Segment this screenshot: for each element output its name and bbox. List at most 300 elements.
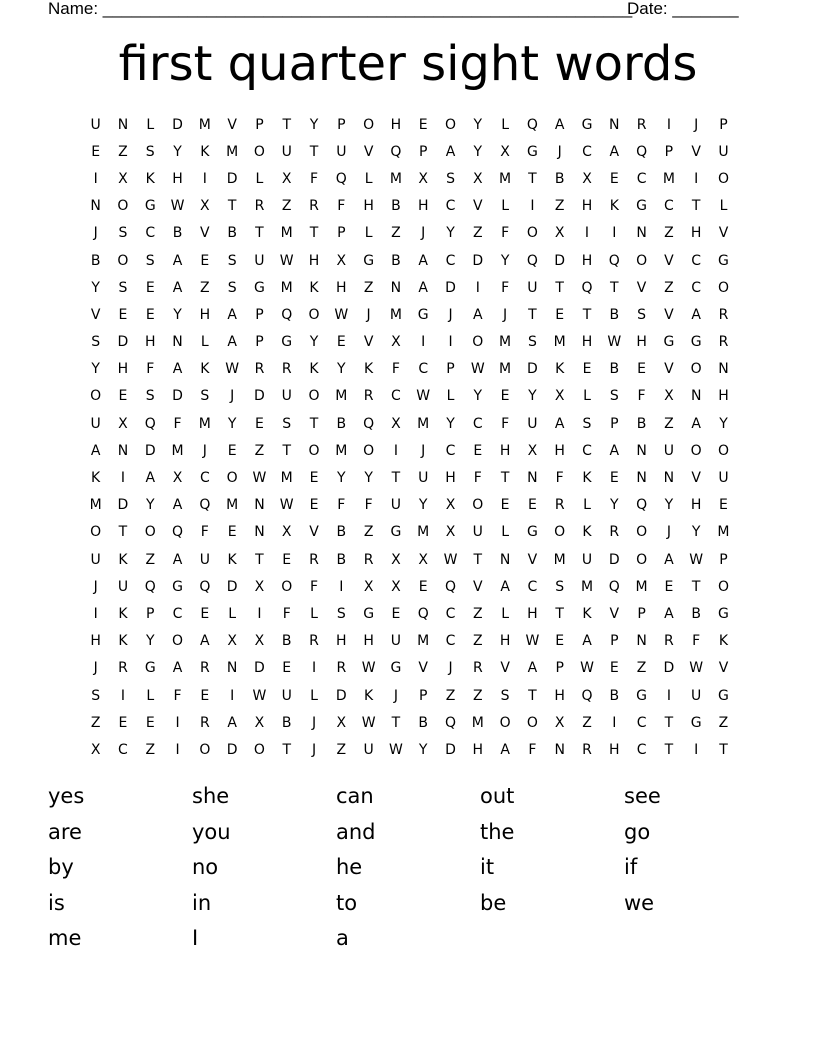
grid-letter: X: [418, 551, 428, 568]
grid-letter: A: [90, 442, 101, 459]
grid-letter: X: [254, 714, 265, 731]
grid-letter: R: [718, 306, 729, 323]
grid-letter: P: [255, 334, 264, 351]
grid-letter: V: [500, 660, 510, 677]
grid-letter: U: [90, 551, 101, 568]
grid-letter: G: [526, 143, 538, 160]
grid-letter: U: [390, 633, 402, 650]
grid-letter: H: [144, 334, 156, 351]
grid-letter: V: [363, 334, 374, 351]
grid-letter: J: [93, 225, 98, 242]
grid-letter: A: [664, 605, 674, 622]
grid-letter: B: [336, 551, 347, 568]
grid-letter: P: [418, 143, 428, 160]
grid-letter: X: [363, 578, 374, 595]
grid-letter: M: [417, 415, 430, 432]
grid-letter: Y: [500, 252, 510, 269]
grid-letter: P: [610, 633, 619, 650]
grid-letter: R: [609, 524, 620, 541]
grid-letter: Q: [390, 143, 402, 160]
grid-letter: M: [389, 170, 402, 187]
grid-letter: M: [226, 143, 239, 160]
grid-letter: E: [282, 660, 292, 677]
grid-letter: M: [280, 470, 293, 487]
grid-letter: E: [227, 442, 237, 459]
grid-letter: V: [527, 551, 538, 568]
grid-letter: M: [198, 116, 211, 133]
grid-letter: J: [393, 687, 398, 704]
grid-letter: S: [145, 388, 155, 405]
grid-letter: Y: [145, 497, 155, 514]
grid-letter: Q: [199, 497, 211, 514]
grid-letter: E: [145, 306, 155, 323]
grid-letter: V: [636, 279, 647, 296]
grid-letter: P: [418, 687, 428, 704]
grid-letter: C: [145, 225, 156, 242]
grid-letter: H: [609, 741, 620, 758]
grid-letter: O: [717, 170, 729, 187]
grid-letter: C: [445, 198, 456, 215]
grid-letter: Q: [363, 415, 375, 432]
grid-letter: V: [664, 361, 674, 378]
grid-letter: J: [366, 306, 371, 323]
grid-letter: C: [636, 714, 647, 731]
grid-letter: H: [363, 633, 374, 650]
grid-letter: R: [309, 551, 319, 568]
grid-letter: E: [336, 334, 346, 351]
grid-letter: I: [475, 279, 480, 296]
grid-letter: K: [227, 551, 237, 568]
word-list-item: can: [336, 784, 374, 808]
grid-letter: E: [200, 605, 210, 622]
grid-letter: G: [718, 252, 729, 269]
grid-letter: M: [389, 306, 402, 323]
grid-letter: F: [309, 578, 319, 595]
grid-letter: J: [311, 741, 317, 758]
grid-letter: B: [336, 524, 347, 541]
grid-letter: D: [226, 578, 238, 595]
grid-letter: H: [308, 252, 320, 269]
grid-letter: Q: [335, 170, 347, 187]
grid-letter: C: [582, 143, 592, 160]
grid-letter: N: [499, 551, 511, 568]
grid-letter: G: [254, 279, 265, 296]
grid-letter: Y: [691, 524, 701, 541]
grid-letter: I: [120, 470, 126, 487]
grid-letter: G: [144, 660, 156, 677]
grid-letter: N: [636, 470, 647, 487]
grid-letter: E: [255, 415, 264, 432]
grid-letter: N: [172, 334, 183, 351]
grid-letter: G: [718, 605, 729, 622]
grid-letter: E: [637, 361, 647, 378]
grid-letter: R: [472, 660, 483, 677]
grid-letter: C: [445, 252, 456, 269]
grid-letter: K: [718, 633, 729, 650]
grid-letter: R: [363, 551, 374, 568]
grid-letter: T: [719, 741, 728, 758]
grid-letter: M: [417, 524, 430, 541]
grid-letter: Y: [528, 388, 537, 405]
grid-letter: L: [501, 524, 509, 541]
grid-letter: N: [636, 633, 647, 650]
grid-letter: A: [527, 660, 538, 677]
grid-letter: U: [718, 143, 729, 160]
grid-letter: A: [691, 415, 701, 432]
grid-letter: Y: [309, 334, 319, 351]
grid-letter: O: [717, 279, 729, 296]
grid-letter: H: [417, 198, 429, 215]
grid-letter: B: [609, 687, 620, 704]
grid-letter: I: [93, 605, 98, 622]
grid-letter: K: [118, 551, 128, 568]
grid-letter: A: [227, 306, 237, 323]
grid-letter: N: [90, 198, 101, 215]
grid-letter: T: [473, 551, 483, 568]
grid-letter: I: [666, 687, 671, 704]
grid-letter: A: [554, 415, 565, 432]
grid-letter: N: [663, 470, 675, 487]
grid-letter: Q: [144, 415, 156, 432]
grid-letter: Q: [526, 252, 538, 269]
grid-letter: P: [555, 660, 564, 677]
grid-letter: Z: [363, 279, 374, 296]
grid-letter: X: [254, 633, 265, 650]
grid-letter: Q: [199, 578, 211, 595]
grid-letter: T: [255, 225, 264, 242]
grid-letter: B: [554, 170, 565, 187]
word-list-item: we: [624, 890, 655, 915]
grid-letter: L: [200, 334, 209, 351]
grid-letter: J: [421, 225, 426, 242]
grid-letter: X: [200, 198, 210, 215]
grid-letter: S: [227, 252, 237, 269]
grid-letter: S: [555, 578, 565, 595]
date-field-label: Date: _______: [627, 0, 739, 18]
grid-letter: X: [254, 578, 265, 595]
word-list-item: no: [192, 855, 219, 879]
grid-letter: Y: [418, 741, 428, 758]
grid-letter: D: [172, 116, 183, 133]
grid-letter: V: [227, 116, 237, 133]
grid-letter: F: [337, 497, 346, 514]
grid-letter: T: [391, 714, 401, 731]
word-list-item: in: [192, 890, 212, 915]
grid-letter: E: [500, 497, 510, 514]
grid-letter: I: [93, 170, 98, 187]
grid-letter: X: [473, 170, 483, 187]
grid-letter: Z: [473, 225, 483, 242]
grid-letter: J: [557, 143, 562, 160]
grid-letter: Z: [664, 415, 674, 432]
grid-letter: E: [719, 497, 728, 514]
grid-letter: Q: [581, 687, 593, 704]
grid-letter: H: [199, 306, 211, 323]
grid-letter: U: [281, 388, 292, 405]
grid-letter: O: [226, 470, 238, 487]
grid-letter: Y: [91, 361, 100, 378]
grid-letter: O: [636, 551, 648, 568]
grid-letter: A: [500, 578, 510, 595]
grid-letter: W: [225, 361, 240, 378]
grid-letter: S: [500, 687, 510, 704]
word-list-item: she: [192, 784, 230, 808]
grid-letter: T: [309, 415, 319, 432]
grid-letter: D: [472, 252, 484, 269]
grid-letter: E: [500, 388, 510, 405]
grid-letter: V: [200, 225, 210, 242]
grid-letter: K: [582, 470, 592, 487]
grid-letter: U: [418, 470, 429, 487]
grid-letter: I: [612, 225, 617, 242]
grid-letter: B: [227, 225, 237, 242]
grid-letter: L: [146, 116, 155, 133]
grid-letter: H: [581, 252, 593, 269]
grid-letter: Q: [608, 252, 620, 269]
grid-letter: M: [717, 524, 730, 541]
grid-letter: O: [90, 524, 102, 541]
grid-letter: T: [309, 143, 319, 160]
grid-letter: F: [692, 633, 701, 650]
grid-letter: Y: [418, 497, 428, 514]
grid-letter: Q: [636, 497, 648, 514]
word-list-item: and: [336, 819, 376, 844]
grid-letter: A: [554, 116, 565, 133]
grid-letter: I: [202, 170, 207, 187]
grid-letter: Y: [91, 279, 100, 296]
grid-letter: F: [282, 605, 291, 622]
grid-letter: G: [144, 198, 156, 215]
grid-letter: T: [528, 306, 537, 323]
grid-letter: H: [117, 361, 129, 378]
grid-letter: Q: [444, 578, 457, 595]
grid-letter: J: [666, 524, 671, 541]
word-list-item: I: [192, 926, 199, 950]
grid-letter: H: [390, 116, 402, 133]
grid-letter: M: [198, 415, 211, 432]
grid-letter: P: [337, 225, 346, 242]
word-list-item: it: [480, 855, 495, 879]
grid-letter: C: [636, 170, 647, 187]
grid-letter: E: [309, 497, 319, 514]
grid-letter: O: [253, 741, 265, 758]
grid-letter: I: [230, 687, 235, 704]
grid-letter: Y: [337, 470, 346, 487]
word-list-item: you: [192, 819, 231, 844]
grid-letter: E: [200, 687, 210, 704]
grid-letter: T: [500, 470, 510, 487]
grid-letter: F: [173, 687, 182, 704]
grid-letter: O: [717, 578, 729, 595]
grid-letter: K: [364, 361, 374, 378]
grid-letter: V: [473, 578, 483, 595]
grid-letter: L: [501, 198, 509, 215]
grid-letter: C: [691, 279, 702, 296]
grid-letter: B: [609, 361, 620, 378]
grid-letter: B: [281, 714, 292, 731]
grid-letter: E: [91, 143, 101, 160]
grid-letter: R: [309, 633, 319, 650]
grid-letter: W: [388, 741, 403, 758]
grid-letter: I: [694, 741, 699, 758]
grid-letter: X: [582, 170, 592, 187]
grid-letter: Z: [445, 687, 456, 704]
grid-letter: D: [335, 687, 347, 704]
grid-letter: V: [418, 660, 428, 677]
grid-letter: L: [583, 388, 591, 405]
grid-letter: O: [363, 442, 375, 459]
grid-letter: F: [337, 198, 346, 215]
grid-letter: I: [421, 334, 426, 351]
grid-letter: W: [416, 388, 431, 405]
grid-letter: S: [527, 334, 537, 351]
grid-letter: P: [719, 116, 728, 133]
grid-letter: M: [417, 633, 430, 650]
grid-letter: W: [361, 714, 376, 731]
grid-letter: O: [308, 442, 320, 459]
grid-letter: K: [555, 361, 565, 378]
grid-letter: P: [719, 551, 728, 568]
grid-letter: E: [145, 714, 155, 731]
grid-letter: N: [254, 524, 265, 541]
grid-letter: N: [636, 225, 647, 242]
word-list-item: is: [48, 890, 65, 915]
grid-letter: Q: [172, 524, 184, 541]
grid-letter: E: [118, 714, 128, 731]
grid-letter: Y: [446, 225, 455, 242]
grid-letter: R: [582, 741, 592, 758]
grid-letter: U: [581, 551, 593, 568]
grid-letter: G: [526, 524, 538, 541]
grid-letter: W: [443, 551, 458, 568]
grid-letter: J: [448, 660, 453, 677]
grid-letter: T: [118, 524, 128, 541]
grid-letter: H: [363, 198, 374, 215]
grid-letter: S: [200, 388, 210, 405]
grid-letter: H: [527, 605, 538, 622]
grid-letter: N: [117, 116, 129, 133]
grid-letter: D: [527, 361, 538, 378]
grid-letter: U: [390, 497, 402, 514]
grid-letter: S: [145, 252, 155, 269]
grid-letter: F: [555, 470, 564, 487]
grid-letter: D: [226, 741, 238, 758]
grid-letter: T: [282, 116, 291, 133]
grid-letter: E: [582, 361, 592, 378]
grid-letter: N: [690, 388, 702, 405]
grid-letter: Y: [173, 306, 182, 323]
grid-letter: B: [281, 633, 292, 650]
grid-letter: K: [364, 687, 374, 704]
grid-letter: Z: [336, 741, 347, 758]
grid-letter: T: [528, 687, 537, 704]
grid-letter: Z: [718, 714, 729, 731]
grid-letter: Y: [309, 116, 319, 133]
grid-letter: Y: [610, 497, 619, 514]
grid-letter: O: [636, 524, 648, 541]
grid-letter: O: [117, 198, 129, 215]
grid-letter: X: [500, 143, 510, 160]
grid-letter: H: [690, 497, 702, 514]
grid-letter: N: [554, 741, 565, 758]
grid-letter: Z: [145, 741, 156, 758]
grid-letter: E: [145, 279, 155, 296]
grid-letter: X: [172, 470, 183, 487]
grid-letter: G: [690, 334, 702, 351]
header-line: [48, 0, 748, 21]
grid-letter: Z: [582, 714, 592, 731]
grid-letter: X: [391, 415, 401, 432]
grid-letter: X: [336, 714, 347, 731]
grid-letter: M: [280, 279, 293, 296]
page-title: first quarter sight words: [118, 36, 698, 92]
grid-letter: N: [117, 442, 129, 459]
grid-letter: B: [691, 605, 701, 622]
grid-letter: K: [200, 361, 210, 378]
grid-letter: V: [609, 605, 620, 622]
grid-letter: X: [118, 170, 128, 187]
grid-letter: O: [472, 334, 484, 351]
grid-letter: E: [200, 252, 210, 269]
grid-letter: D: [254, 388, 265, 405]
grid-letter: L: [364, 170, 373, 187]
grid-letter: R: [118, 660, 128, 677]
grid-letter: B: [418, 714, 429, 731]
grid-letter: Y: [473, 116, 483, 133]
grid-letter: G: [281, 334, 293, 351]
grid-letter: E: [609, 470, 619, 487]
grid-letter: O: [690, 361, 702, 378]
grid-letter: A: [418, 252, 428, 269]
grid-letter: G: [363, 605, 375, 622]
grid-letter: H: [718, 388, 729, 405]
grid-letter: K: [145, 170, 155, 187]
grid-letter: E: [609, 170, 619, 187]
grid-letter: Y: [473, 388, 483, 405]
grid-letter: V: [718, 660, 729, 677]
grid-letter: X: [227, 633, 237, 650]
grid-letter: T: [582, 306, 592, 323]
grid-letter: N: [390, 279, 402, 296]
grid-letter: X: [445, 524, 456, 541]
grid-letter: W: [689, 660, 704, 677]
grid-letter: F: [528, 741, 537, 758]
grid-letter: S: [91, 687, 101, 704]
grid-letter: E: [118, 388, 128, 405]
grid-letter: W: [170, 198, 185, 215]
grid-letter: C: [663, 198, 674, 215]
grid-letter: R: [363, 388, 374, 405]
grid-letter: X: [554, 388, 565, 405]
grid-letter: V: [691, 143, 701, 160]
grid-letter: G: [636, 687, 648, 704]
grid-letter: R: [199, 660, 210, 677]
grid-letter: S: [118, 279, 128, 296]
grid-letter: H: [172, 170, 183, 187]
grid-letter: H: [336, 279, 347, 296]
grid-letter: W: [252, 470, 267, 487]
grid-letter: M: [499, 170, 512, 187]
grid-letter: U: [117, 578, 129, 595]
word-list-item: yes: [48, 784, 85, 808]
grid-letter: T: [282, 741, 291, 758]
grid-letter: G: [390, 660, 402, 677]
grid-letter: Z: [391, 225, 401, 242]
grid-letter: U: [718, 470, 729, 487]
grid-letter: W: [279, 252, 294, 269]
grid-letter: X: [281, 524, 292, 541]
grid-letter: P: [610, 415, 619, 432]
